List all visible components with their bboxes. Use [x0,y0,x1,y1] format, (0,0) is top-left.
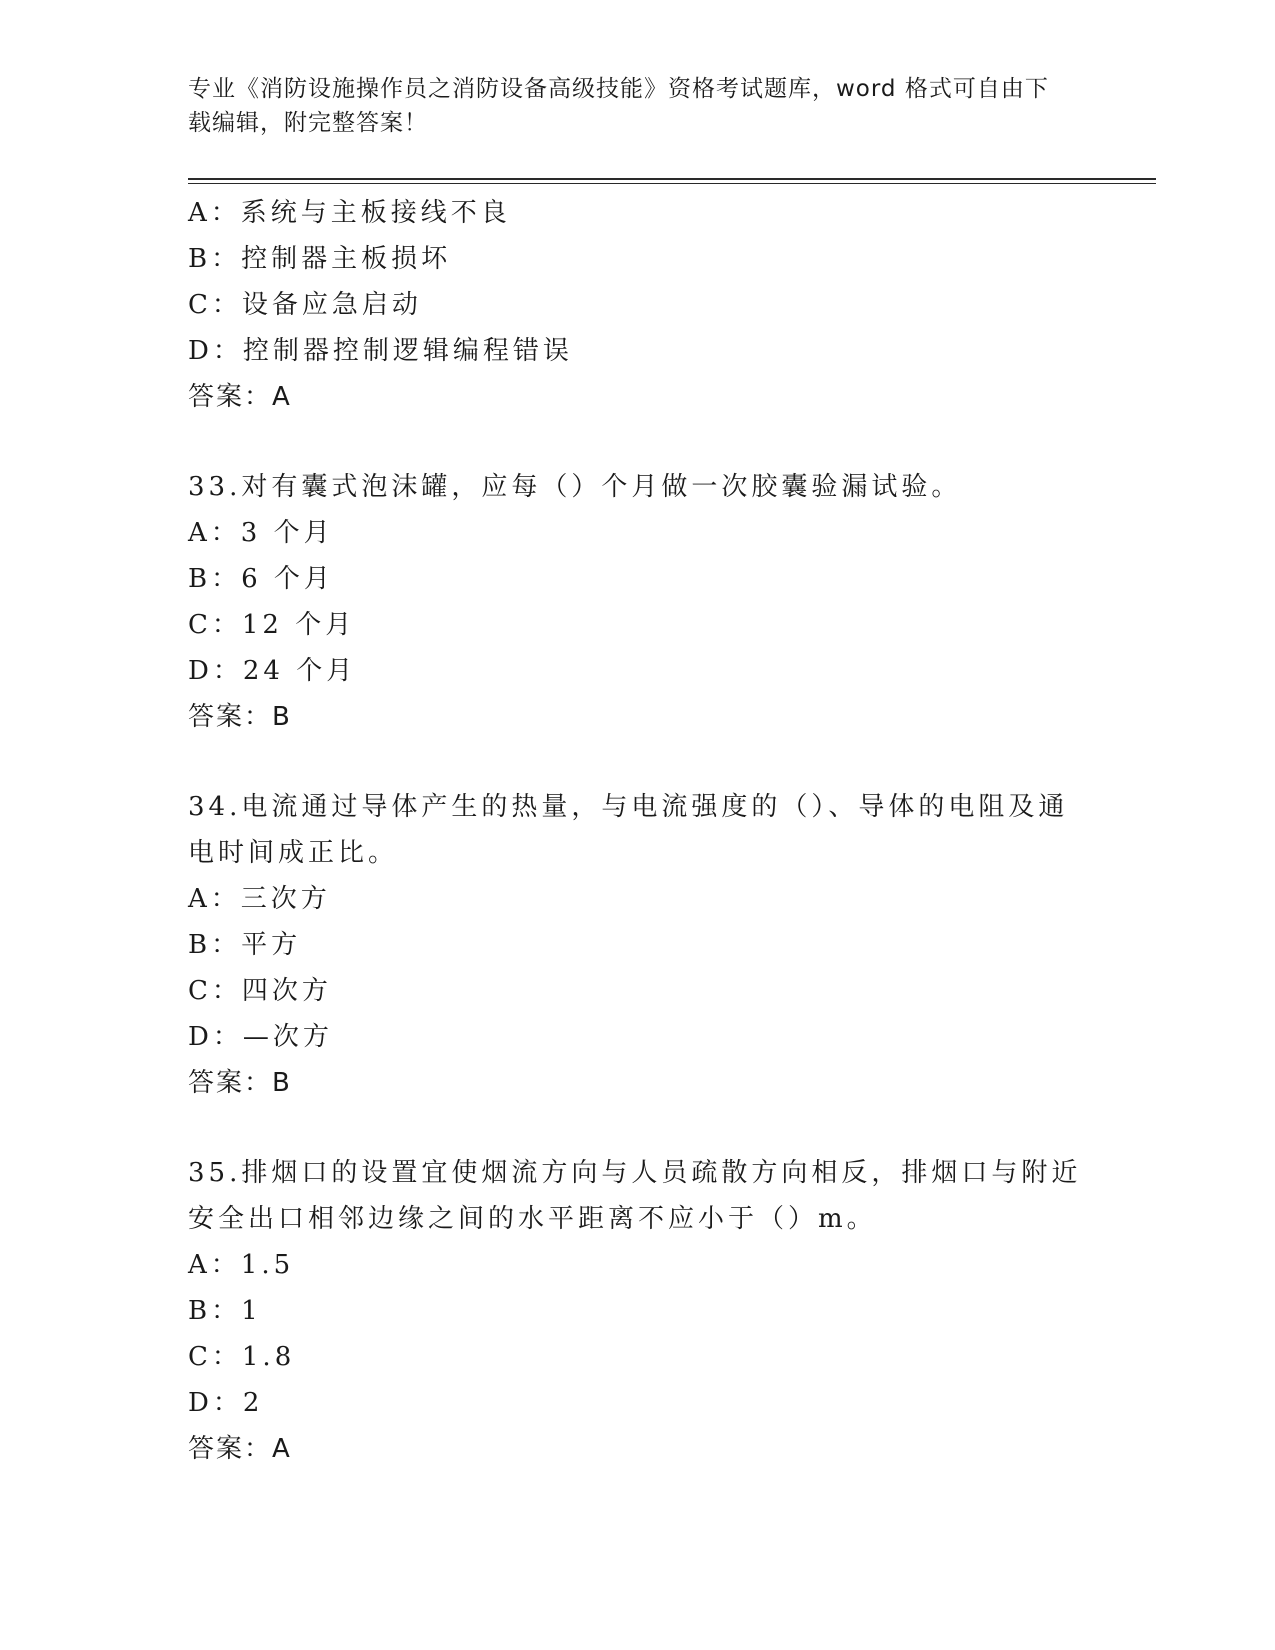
option-d: D：24 个月 [188,656,357,686]
header-divider [188,178,1156,180]
option-b: B：1 [188,1296,262,1326]
option-b: B：平方 [188,930,302,960]
header-divider-thin [188,183,1156,184]
answer-line: 答案：A [188,382,292,412]
question-text: 34.电流通过导体产生的热量，与电流强度的（）、导体的电阻及通电时间成正比。 [188,792,1069,868]
question-block-34 [188,784,1088,1106]
option-a: A：1.5 [188,1250,295,1280]
answer-line: 答案：B [188,702,292,732]
option-a: A：系统与主板接线不良 [188,198,511,228]
question-block-33 [188,464,1088,740]
document-header: 专业《消防设施操作员之消防设备高级技能》资格考试题库，word 格式可自由下载编辑，附完整答案！ [188,76,1049,136]
question-block-32 [188,190,1088,420]
option-c: C：四次方 [188,976,332,1006]
option-a: A：3 个月 [188,518,334,548]
option-d: D：控制器控制逻辑编程错误 [188,336,573,366]
option-d: D：—次方 [188,1022,333,1052]
option-c: C：设备应急启动 [188,290,422,320]
option-b: B：控制器主板损坏 [188,244,452,274]
question-text: 33.对有囊式泡沫罐，应每（）个月做一次胶囊验漏试验。 [188,472,962,502]
answer-line: 答案：A [188,1434,292,1464]
option-a: A：三次方 [188,884,331,914]
option-b: B：6 个月 [188,564,334,594]
option-c: C：1.8 [188,1342,296,1372]
question-text: 35.排烟口的设置宜使烟流方向与人员疏散方向相反，排烟口与附近安全出口相邻边缘之间的水平距离不应小于（）m。 [188,1158,1082,1234]
question-block-35 [188,1150,1088,1472]
option-d: D：2 [188,1388,264,1418]
answer-line: 答案：B [188,1068,292,1098]
option-c: C：12 个月 [188,610,356,640]
question-list [188,190,1088,1472]
